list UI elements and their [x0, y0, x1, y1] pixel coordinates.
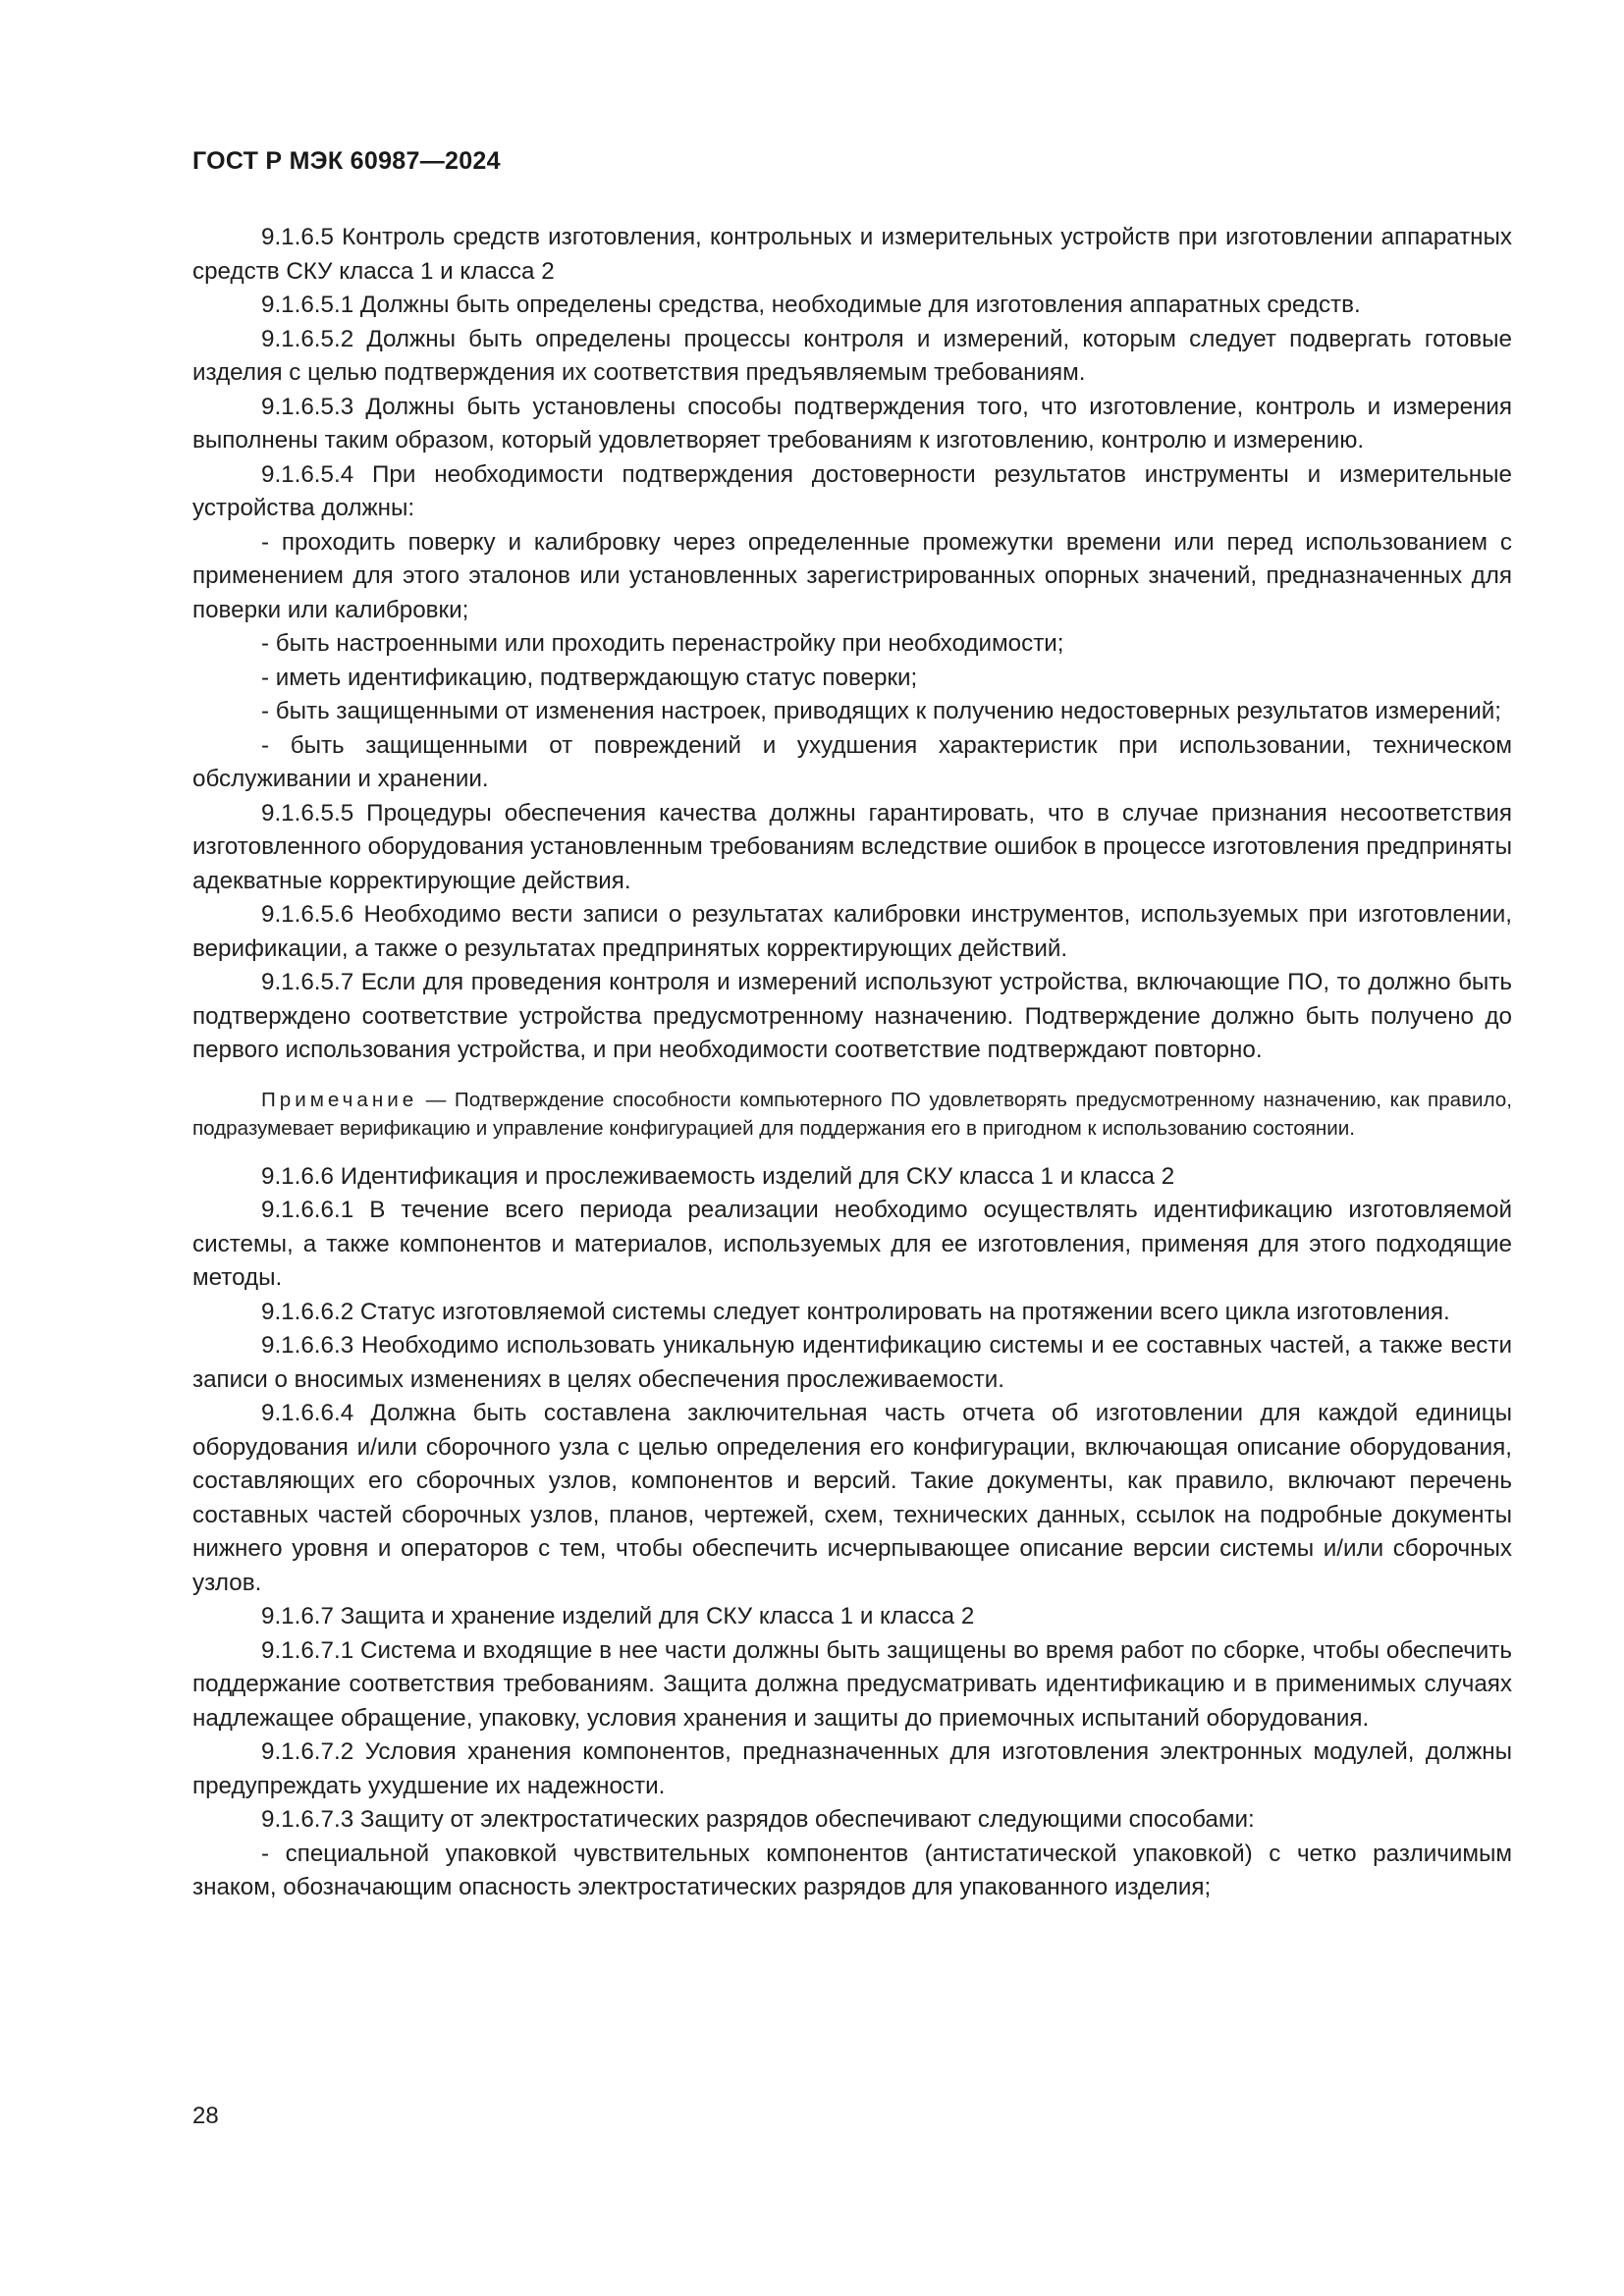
list-item-damage-protection: - быть защищенными от повреждений и ухудшения характеристик при использовании, техническом обслуживании и хранении.: [192, 731, 1512, 792]
list-item-adjustment: - быть настроенными или проходить перенастройку при необходимости;: [261, 630, 1064, 657]
document-body: [192, 221, 1512, 1905]
paragraph-9-1-6-5-2: 9.1.6.5.2 Должны быть определены процессы контроля и измерений, которым следует подвергать готовые изделия с целью подтверждения их соответствия предъявляемым требованиям.: [192, 325, 1512, 386]
paragraph-9-1-6-6-1: 9.1.6.6.1 В течение всего периода реализации необходимо осуществлять идентификацию изготовляемой системы, а также компонентов и материалов, используемых для ее изготовления, применяя для этого подходящие методы.: [192, 1197, 1512, 1291]
note-text: — Подтверждение способности компьютерного ПО удовлетворять предусмотренному назначению, как правило, подразумевает верификацию и управление конфигурацией для поддержания его в пригодном к использованию состоянии.: [192, 1088, 1512, 1140]
paragraph-9-1-6-5-6: 9.1.6.5.6 Необходимо вести записи о результатах калибровки инструментов, используемых при изготовлении, верификации, а также о результатах предпринятых корректирующих действий.: [192, 901, 1512, 962]
paragraph-9-1-6-5-5: 9.1.6.5.5 Процедуры обеспечения качества должны гарантировать, что в случае признания несоответствия изготовленного оборудования установленным требованиям вследствие ошибок в процессе изготовления предприняты адекватные корректирующие действия.: [192, 799, 1512, 894]
paragraph-9-1-6-7-1: 9.1.6.7.1 Система и входящие в нее части должны быть защищены во время работ по сборке, чтобы обеспечить поддержание соответствия требованиям. Защита должна предусматривать идентификацию и в применимых случаях надлежащее обращение, упаковку, условия хранения и защиты до приемочных испытаний оборудования.: [192, 1636, 1512, 1732]
paragraph-9-1-6-5-3: 9.1.6.5.3 Должны быть установлены способы подтверждения того, что изготовление, контроль и измерения выполнены таким образом, который удовлетворяет требованиям к изготовлению, контролю и измерению.: [192, 393, 1512, 454]
paragraph-9-1-6-6: 9.1.6.6 Идентификация и прослеживаемость изделий для СКУ класса 1 и класса 2: [261, 1162, 1175, 1190]
paragraph-9-1-6-6-2: 9.1.6.6.2 Статус изготовляемой системы следует контролировать на протяжении всего цикла изготовления.: [261, 1298, 1450, 1325]
page-number: 28: [192, 2103, 219, 2129]
paragraph-9-1-6-6-3: 9.1.6.6.3 Необходимо использовать уникальную идентификацию системы и ее составных частей, а также вести записи о вносимых изменениях в целях обеспечения прослеживаемости.: [192, 1332, 1512, 1393]
document-header: ГОСТ Р МЭК 60987—2024: [192, 147, 501, 175]
paragraph-9-1-6-5: 9.1.6.5 Контроль средств изготовления, контрольных и измерительных устройств при изготовлении аппаратных средств СКУ класса 1 и класса 2: [192, 224, 1512, 285]
paragraph-9-1-6-5-7: 9.1.6.5.7 Если для проведения контроля и измерений используют устройства, включающие ПО, то должно быть подтверждено соответствие устройства предусмотренному назначению. Подтверждение должно быть получено до первого использования устройства, и при необходимости соответствие подтверждают повторно.: [192, 969, 1512, 1063]
list-item-identification: - иметь идентификацию, подтверждающую статус поверки;: [261, 664, 918, 691]
list-item-esd-packaging: - специальной упаковкой чувствительных компонентов (антистатической упаковкой) с четко различимым знаком, обозначающим опасность электростатических разрядов для упакованного изделия;: [192, 1840, 1512, 1900]
paragraph-9-1-6-6-4: 9.1.6.6.4 Должна быть составлена заключительная часть отчета об изготовлении для каждой единицы оборудования и/или сборочного узла с целью определения его конфигурации, включающая описание оборудования, составляющих его сборочных узлов, компонентов и версий. Такие документы, как правило, включают перечень составных частей сборочных узлов, планов, чертежей, схем, технических данных, ссылок на подробные документы нижнего уровня и операторов с тем, чтобы обеспечить исчерпывающее описание версии системы и/или сборочных узлов.: [192, 1400, 1512, 1596]
list-item-calibration: - проходить поверку и калибровку через определенные промежутки времени или перед использованием с применением для этого эталонов или установленных зарегистрированных опорных значений, предназначенных для поверки или калибровки;: [192, 528, 1512, 623]
paragraph-9-1-6-7-3: 9.1.6.7.3 Защиту от электростатических разрядов обеспечивают следующими способами:: [261, 1806, 1255, 1833]
paragraph-9-1-6-5-4: 9.1.6.5.4 При необходимости подтверждения достоверности результатов инструменты и измерительные устройства должны:: [192, 460, 1512, 521]
note-lead: Примечание: [261, 1088, 418, 1111]
paragraph-9-1-6-7: 9.1.6.7 Защита и хранение изделий для СКУ класса 1 и класса 2: [261, 1603, 975, 1629]
paragraph-9-1-6-5-1: 9.1.6.5.1 Должны быть определены средства, необходимые для изготовления аппаратных средств.: [261, 292, 1361, 318]
paragraph-9-1-6-7-2: 9.1.6.7.2 Условия хранения компонентов, предназначенных для изготовления электронных модулей, должны предупреждать ухудшение их надежности.: [192, 1738, 1512, 1799]
note-block: [192, 1086, 1512, 1143]
list-item-settings-protection: - быть защищенными от изменения настроек, приводящих к получению недостоверных результатов измерений;: [261, 698, 1502, 724]
